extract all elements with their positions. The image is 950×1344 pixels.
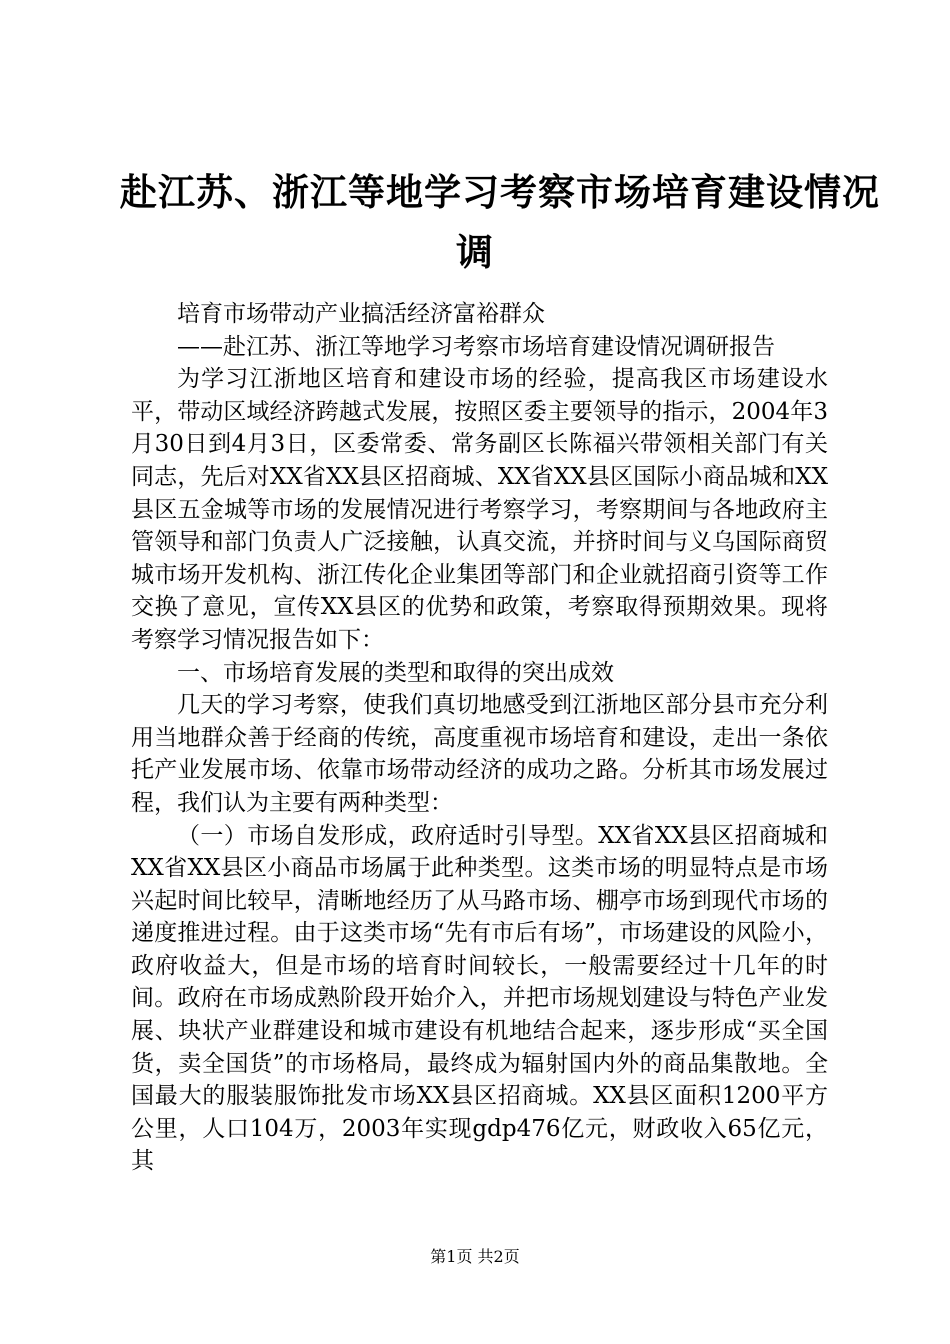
section-heading-1: 一、市场培育发展的类型和取得的突出成效 (177, 659, 614, 686)
paragraph-type-1: （一）市场自发形成，政府适时引导型。XX省XX县区招商城和XX省XX县区小商品市场属于此种类型。这类市场的明显特点是市场兴起时间比较早，清晰地经历了从马路市场、棚亭市场到现代市场的递度推进过程。由于这类市场“先有市后有场”，市场建设的风险小，政府收益大，但是市场的培育时间较长，一般需要经过十几年的时间。政府在市场成熟阶段开始介入，并把市场规划建设与特色产业发展、块状产业群建设和城市建设有机地结合起来，逐步形成“买全国货，卖全国货”的市场格局，最终成为辐射国内外的商品集散地。全国最大的服装服饰批发市场XX县区招商城。XX县区面积1200平方公里，人口104万，2003年实现gdp476亿元，财政收入65亿元，其 (131, 822, 828, 1175)
subtitle-dash-line: ——赴江苏、浙江等地学习考察市场培育建设情况调研报告 (177, 333, 775, 360)
paragraph-intro: 为学习江浙地区培育和建设市场的经验，提高我区市场建设水平，带动区域经济跨越式发展，按照区委主要领导的指示，2004年3月30日到4月3日，区委常委、常务副区长陈福兴带领相关部门有关同志，先后对XX省XX县区招商城、XX省XX县区国际小商品城和XX县区五金城等市场的发展情况进行考察学习，考察期间与各地政府主管领导和部门负责人广泛接触，认真交流，并挤时间与义乌国际商贸城市场开发机构、浙江传化企业集团等部门和企业就招商引资等工作交换了意见，宣传XX县区的优势和政策，考察取得预期效果。现将考察学习情况报告如下： (131, 366, 828, 653)
page-footer: 第1页 共2页 (430, 1247, 520, 1266)
subtitle: 培育市场带动产业搞活经济富裕群众 (177, 301, 545, 327)
document-body (131, 298, 828, 1178)
paragraph-overview: 几天的学习考察，使我们真切地感受到江浙地区部分县市充分利用当地群众善于经商的传统，高度重视市场培育和建设，走出一条依托产业发展市场、依靠市场带动经济的成功之路。分析其市场发展过程，我们认为主要有两种类型： (131, 692, 828, 816)
document-title-line-2: 调 (456, 231, 494, 274)
document-title-line-1: 赴江苏、浙江等地学习考察市场培育建设情况 (120, 171, 880, 214)
